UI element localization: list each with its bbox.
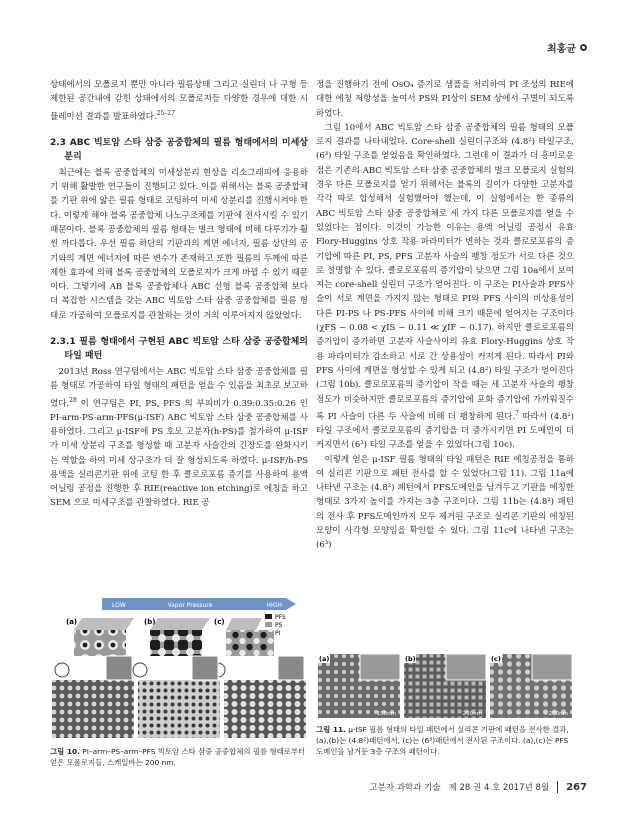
figure-10-graphic	[50, 596, 308, 740]
legend-pfs: PFS	[275, 614, 286, 621]
journal-name: 고분자 과학과 기술	[369, 783, 441, 793]
citation: 25–27	[156, 109, 175, 117]
citation: 28	[69, 396, 77, 404]
figure-10-caption	[50, 746, 308, 768]
panel-label-11b: (b)	[405, 655, 416, 663]
high-label: HIGH	[266, 602, 282, 609]
paragraph-text: 상태에서의 모폴로지 뿐만 아니라 필름상태 그리고 실린더 나 구형 등 제한된 공간내에 갇힌 상태에서의 모폴로지등 다양한 경우에 대한 시뮬레이션 결과를 발표하였다.	[50, 80, 308, 122]
paragraph: 정을 진행하기 전에 OsO₄ 증기로 샘플을 처리하여 PI 조성의 RIE에 대한 에칭 저항성을 높여서 PS와 PI상이 SEM 상에서 구별이 되도록 하였다.	[316, 80, 574, 119]
author-name: 최홍균	[547, 44, 576, 55]
panel-label-b: (b)	[144, 618, 156, 626]
citation: 7	[515, 409, 519, 417]
inset-image-a	[106, 656, 132, 680]
paragraph-text: 그림 10에서 ABC 빅토암 스타 삼중 공중합체의 필름 형태의 모폴로지 결과를 나타내었다. Core-shell 실린더구조와 (4.8²) 타일구조, (6³) 타일 구조를 얻었음을 확인하였다. 그런데 이 결과가 더 흥미로운 점은 기존의 ABC 빅토암 스타 삼중 공중합체의 벌크 모폴로지 실험의 경우 다른 모폴로지를 얻기 위해서는 블록의 길이가 다양한 고분자를 각각 따로 합성해서 실험했어야 했는데, 이 실험에서는 한 종류의 ABC 빅토암 스타 삼중 공중합체로 세 가지 다른 모폴로지를 얻을 수 있었다는 점이다. 이것이 가능한 이유는 용액 어닐링 공정시 유효 Flory-Huggins 상호 작용 파라미터가 변하는 것과 클로로포름의 증기압에 따른 PI, PS, PFS 고분자 사슬의 팽창 정도가 서로 다른 것으로 설명할 수 있다. 클로로포름의 증기압이 낮으면 그림 10a에서 보여지는 core-shell 실린더 구조가 얻어진다. 이 구조는 PI사슬과 PFS사슬이 서로 계면을 가지지 않는 형태로 PI와 PFS 사이의 비상용성이 다른 PI-PS 나 PS-PFS 사이에 비해 크기 때문에 얻어지는 구조이다(χ	[316, 122, 574, 334]
star-molecule-icon	[133, 663, 147, 677]
panel-label-c: (c)	[214, 618, 225, 626]
figure-11	[316, 652, 574, 720]
inset-image-b	[192, 656, 218, 680]
subsection-heading: 2.3.1 필름 형태에서 구현된 ABC 빅토암 스타 삼중 공중합체의 타일 패턴	[50, 336, 308, 361]
running-header	[547, 40, 587, 55]
low-label: LOW	[112, 602, 126, 609]
circle-icon	[580, 44, 587, 51]
inset-image-c	[278, 656, 304, 680]
caption-text: PI–arm–PS–arm–PFS 빅토암 스타 삼중 공중합체의 필름 형태로부터 얻은 모폴로지들, 스케일바는 200 nm.	[50, 747, 306, 767]
sem-image-c	[224, 680, 306, 738]
sem-image-b	[138, 680, 220, 738]
legend-swatch-pfs	[265, 614, 272, 619]
legend-ps: PS	[275, 622, 283, 629]
paragraph: 최근에는 블록 공중합체의 미세상분리 현상을 리소그래피에 응용하기 위해 활발한 연구들이 진행되고 있다. 이를 위해서는 블록 공중합체를 기판 위에 얇은 필름 형태로 코팅하여 미세 상분리를 진행시켜야 한다. 이렇게 해야 블록 공중합체 나노구조체를 기판에 전사시킬 수 있기 때문이다. 블록 공중합체의 필름 형태는 벌크 형태에 비해 다루기가 훨씬 까다롭다. 우선 필름 하단의 기판과의 계면 에너지, 필름 상단의 공기와의 계면 에너지에 따른 변수가 존재하고 또한 필름의 두께에 따른 제한 효과에 의해 블록 공중합체의 모폴로지가 크게 바뀔 수 있기 때문이다. 그렇기에 AB 블록 공중합체나 ABC 선형 블록 공중합체 보다 더 복잡한 시스템을 갖는 ABC 빅토암 스타 삼중 공중합체를 필름 형태로 가공하여 모폴로지를 관찰하는 것이 거의 이루어지지 않았었다.	[50, 167, 308, 321]
inset-image-11a	[360, 654, 400, 680]
paragraph	[50, 78, 308, 124]
caption-lead: 그림 11.	[316, 725, 346, 734]
paragraph	[316, 121, 574, 453]
star-molecule-icon	[55, 663, 69, 677]
paragraph	[50, 365, 308, 511]
inset-image-11b	[446, 654, 486, 680]
paragraph-text: 따라서 (4.8²) 타일 구조에서 클로로포름의 증기압을 더 증가시키면 PI 도메인이 더 커지면서 (6³) 타일 구조를 얻을 수 있었다(그림 10c).	[316, 411, 574, 451]
legend-swatch-ps	[265, 622, 272, 627]
model-block-a	[74, 618, 134, 656]
paragraph-text: 하지만 클로로포름의 증기압이 증가하면 고분자 사슬사이의 유효 Flory-Huggins 상호 작용 파라미터가 감소하고 서로 간 상용성이 커지게 된다. 따라서 PI와 PFS 사이에 계면을 형성할 수 있게 되고 (4.8²) 타일 구조가 얻어진다(그림 10b). 클로로포름의 증기압이 작을 때는 세 고분자 사슬의 팽창 정도가 비슷하지만 클로로포름의 증기압에 포화 증기압에 가까워질수록 PI 사슬이 다른 두 사슬에 비해 더 팽창하게 된다.	[316, 323, 574, 422]
page-number: 267	[566, 781, 587, 793]
panel-label-11c: (c)	[491, 655, 501, 663]
paragraph-text: 2013년 Ross 연구팀에서는 ABC 빅토암 스타 삼중 공중합체를 필름 형태로 가공하여 타일 형태의 패턴을 얻을 수 있음을 최초로 보고하였다.	[50, 366, 308, 409]
scale-bar-11b: 200nm	[462, 711, 482, 717]
caption-lead: 그림 10.	[50, 747, 80, 756]
figure-10	[50, 596, 308, 740]
caption-text: μ-ISF 필름 형태의 타일 패턴에서 실리콘 기판에 패턴을 전사한 결과, (a),(b)는 (4.8²)패턴에서, (c)는 (6³)패턴에서 전사된 구조이다. (a),(c)는 PFS도메인을 남겨둔 3층 구조의 패턴이다.	[316, 725, 569, 756]
figure-11-graphic	[316, 652, 574, 720]
panel-label-11a: (a)	[319, 655, 330, 663]
model-block-b	[150, 618, 210, 656]
paragraph: 이렇게 얻은 μ-ISF 필름 형태의 타일 패턴은 RIE 에칭공정을 통하여 실리콘 기판으로 패턴 전사를 할 수 있었다(그림 11). 그림 11a에 나타낸 구조는 (4.8²) 패턴에서 PFS도메인을 남겨두고 기판을 에칭한 형태로 3가지 높이를 가지는 3층 구조이다. 그림 11b는 (4.8²) 패턴의 전사 후 PFS도메인까지 모두 제거된 구조로 실리콘 기판의 에칭된 모양이 사각형 모양임을 확인할 수 있다. 그림 11c에 나타낸 구조는 (6³)	[316, 454, 574, 551]
scale-bar-11a: 150nm	[376, 711, 396, 717]
sem-image-a	[52, 680, 134, 738]
section-heading: 2.3 ABC 빅토암 스타 삼중 공중합체의 필름 형태에서의 미세상분리	[50, 137, 308, 162]
page-footer	[370, 781, 588, 793]
paragraph-text: 이 연구팀은 PI, PS, PFS 의 부피비가 0.39:0.35:0.26 인 PI-arm-PS-arm-PFS(μ-ISF) ABC 빅토암 스타 삼중 공중합체를 사용하였다. 그리고 μ-ISF에 PS 호모 고분자(h-PS)를 첨가하여 μ-ISF가 미세 상분리 구조를 형성할 때 고분자 사슬간의 긴장도를 완화시키는 역할을 하여 미세 상구조가 더 잘 형성되도록 하였다. μ-ISF/h-PS 용액을 실리콘기판 위에 코팅 한 후 클로로포름 증기를 사용하여 용액 어닐링 공정을 진행한 후 RIE(reactive ion etching)로 에칭을 하고 SEM 으로 미세구조를 관찰하였다. RIE 공	[50, 398, 308, 509]
scale-bar-11c: 200nm	[548, 711, 568, 717]
figure-11-caption	[316, 724, 574, 757]
left-column	[50, 78, 308, 511]
divider	[557, 781, 558, 793]
panel-label-a: (a)	[66, 618, 78, 626]
inset-image-11c	[532, 654, 572, 680]
right-column	[316, 78, 574, 553]
vapor-pressure-label: Vapor Pressure	[167, 602, 213, 609]
chi-inequality: FS ~ 0.08 < χIS ~ 0.11 ≪ χIF ~ 0.17).	[324, 323, 495, 334]
legend-pi: PI	[275, 630, 281, 637]
issue-info: 제 28 권 4 호 2017년 8월	[448, 783, 550, 793]
